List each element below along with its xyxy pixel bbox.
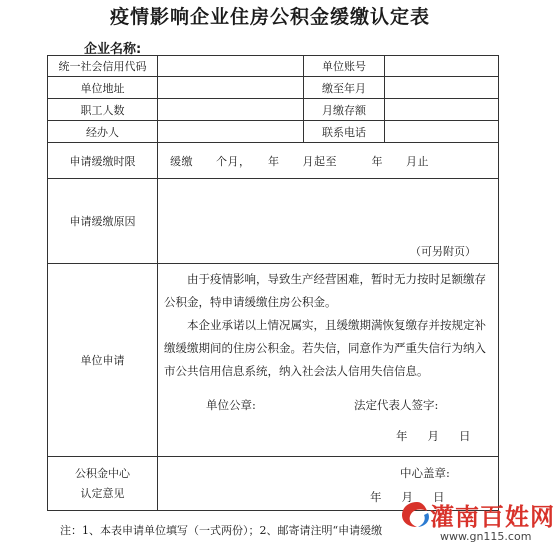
- hpf-date-month-mark: 月: [401, 490, 413, 504]
- staff-count-field[interactable]: [158, 99, 304, 121]
- monthly-amount-field[interactable]: [385, 99, 499, 121]
- application-label: 单位申请: [48, 264, 158, 457]
- handler-label: 经办人: [48, 121, 158, 143]
- row-address: [48, 77, 499, 99]
- hpf-date-year-mark: 年: [370, 490, 382, 504]
- phone-field[interactable]: [385, 121, 499, 143]
- phone-label: 联系电话: [304, 121, 385, 143]
- hpf-opinion-label-line1: 公积金中心: [75, 466, 130, 480]
- credit-code-field[interactable]: [158, 56, 304, 77]
- company-name-label: 企业名称:: [84, 42, 142, 57]
- date-day-mark: 日: [459, 429, 471, 443]
- hpf-opinion-label-line2: 认定意见: [80, 486, 125, 500]
- hpf-opinion-label: [48, 457, 158, 511]
- paid-until-field[interactable]: [385, 77, 499, 99]
- date-month-mark: 月: [427, 429, 439, 443]
- row-staff: [48, 99, 499, 121]
- staff-count-label: 职工人数: [48, 99, 158, 121]
- watermark-url: www.gn115.com: [440, 530, 532, 543]
- handler-field[interactable]: [158, 121, 304, 143]
- hpf-date-day-mark: 日: [433, 490, 445, 504]
- center-seal-label: 中心盖章:: [400, 466, 450, 480]
- certification-form-table: [47, 55, 499, 511]
- account-label: 单位账号: [304, 56, 385, 77]
- date-year-mark: 年: [396, 429, 408, 443]
- statement-paragraph-2: 本企业承诺以上情况属实，且缓缴期满恢复缴存并按规定补缴缓缴期间的住房公积金。若失信，同意作为严重失信行为纳入市公共信用信息系统，纳入社会法人信用失信信息。: [164, 318, 486, 378]
- monthly-amount-label: 月缴存额: [304, 99, 385, 121]
- row-handler: [48, 121, 499, 143]
- form-title: 疫情影响企业住房公积金缓缴认定表: [109, 6, 430, 28]
- account-field[interactable]: [385, 56, 499, 77]
- address-field[interactable]: [158, 77, 304, 99]
- site-logo-icon: [400, 499, 434, 529]
- site-watermark: [400, 495, 555, 549]
- application-statement: [158, 264, 499, 457]
- application-date: [396, 428, 471, 444]
- deferral-period-label: 申请缓缴时限: [48, 143, 158, 179]
- deferral-reason-label: 申请缓缴原因: [48, 179, 158, 264]
- deferral-reason-field[interactable]: [158, 179, 499, 264]
- address-label: 单位地址: [48, 77, 158, 99]
- credit-code-label: 统一社会信用代码: [48, 56, 158, 77]
- footnote: 注：1、本表申请单位填写（一式两份）；2、邮寄请注明“申请缓缴: [60, 524, 383, 537]
- statement-paragraph-1: 由于疫情影响，导致生产经营困难，暂时无力按时足额缴存公积金，特申请缓缴住房公积金。: [164, 272, 486, 309]
- attach-page-note: （可另附页）: [410, 245, 476, 258]
- unit-seal-label: 单位公章:: [206, 398, 256, 412]
- watermark-text: 灌南百姓网: [430, 503, 555, 531]
- deferral-period-field[interactable]: 缓缴 个月， 年 月起至 年 月止: [158, 143, 499, 179]
- row-deferral-reason: [48, 179, 499, 264]
- row-credit-code: [48, 56, 499, 77]
- paid-until-label: 缴至年月: [304, 77, 385, 99]
- row-application: [48, 264, 499, 457]
- legal-rep-signature-label: 法定代表人签字:: [354, 398, 439, 412]
- row-deferral-period: [48, 143, 499, 179]
